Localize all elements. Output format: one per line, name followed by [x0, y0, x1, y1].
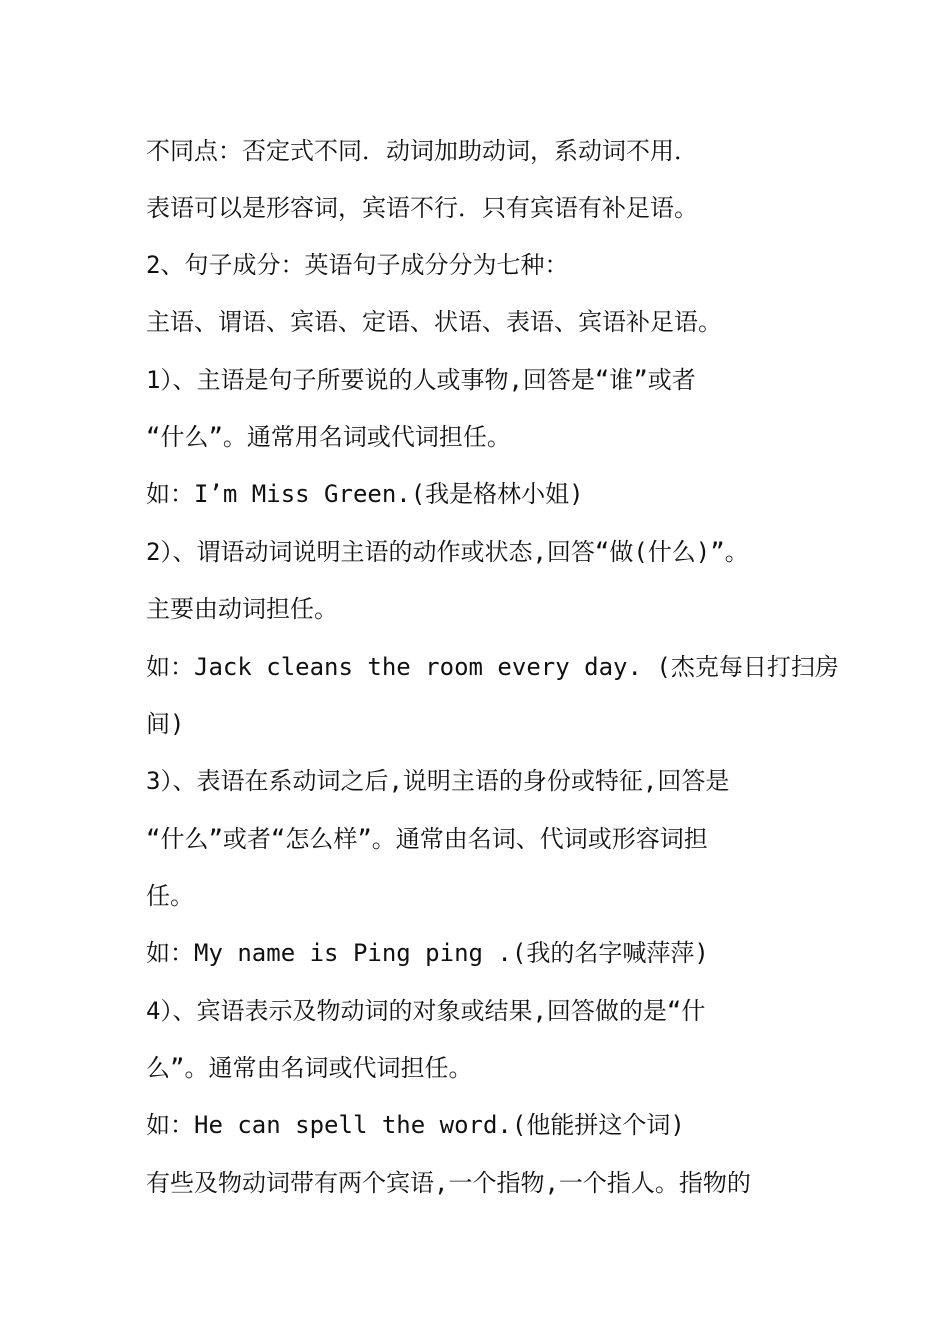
text-line: 表语可以是形容词，宾语不行．只有宾语有补足语。 [146, 194, 698, 222]
text-line: “什么”。通常用名词或代词担任。 [146, 423, 511, 451]
text-line: 任。 [146, 882, 194, 910]
text-line: 主语、谓语、宾语、定语、状语、表语、宾语补足语。 [146, 308, 722, 336]
text-line: 2、句子成分：英语句子成分分为七种： [146, 251, 569, 279]
text-line: 有些及物动词带有两个宾语,一个指物,一个指人。指物的 [146, 1169, 751, 1197]
text-line: 主要由动词担任。 [146, 595, 338, 623]
text-line: 如：My name is Ping ping .(我的名字喊萍萍) [146, 939, 709, 967]
text-line: 么”。通常由名词或代词担任。 [146, 1054, 473, 1082]
text-line: 如：He can spell the word.(他能拼这个词) [146, 1111, 685, 1139]
text-line: 1）、主语是句子所要说的人或事物,回答是“谁”或者 [146, 366, 696, 394]
text-line: 2）、谓语动词说明主语的动作或状态,回答“做(什么)”。 [146, 538, 749, 566]
text-line: “什么”或者“怎么样”。通常由名词、代词或形容词担 [146, 825, 708, 853]
text-line: 间) [146, 710, 185, 738]
text-line: 如：I’m Miss Green.(我是格林小姐) [146, 480, 584, 508]
text-line: 不同点：否定式不同．动词加助动词，系动词不用． [146, 137, 698, 165]
text-line: 3）、表语在系动词之后,说明主语的身份或特征,回答是 [146, 767, 730, 795]
text-line: 4）、宾语表示及物动词的对象或结果,回答做的是“什 [146, 997, 706, 1025]
text-line: 如：Jack cleans the room every day. (杰克每日打扫房 [146, 653, 839, 681]
